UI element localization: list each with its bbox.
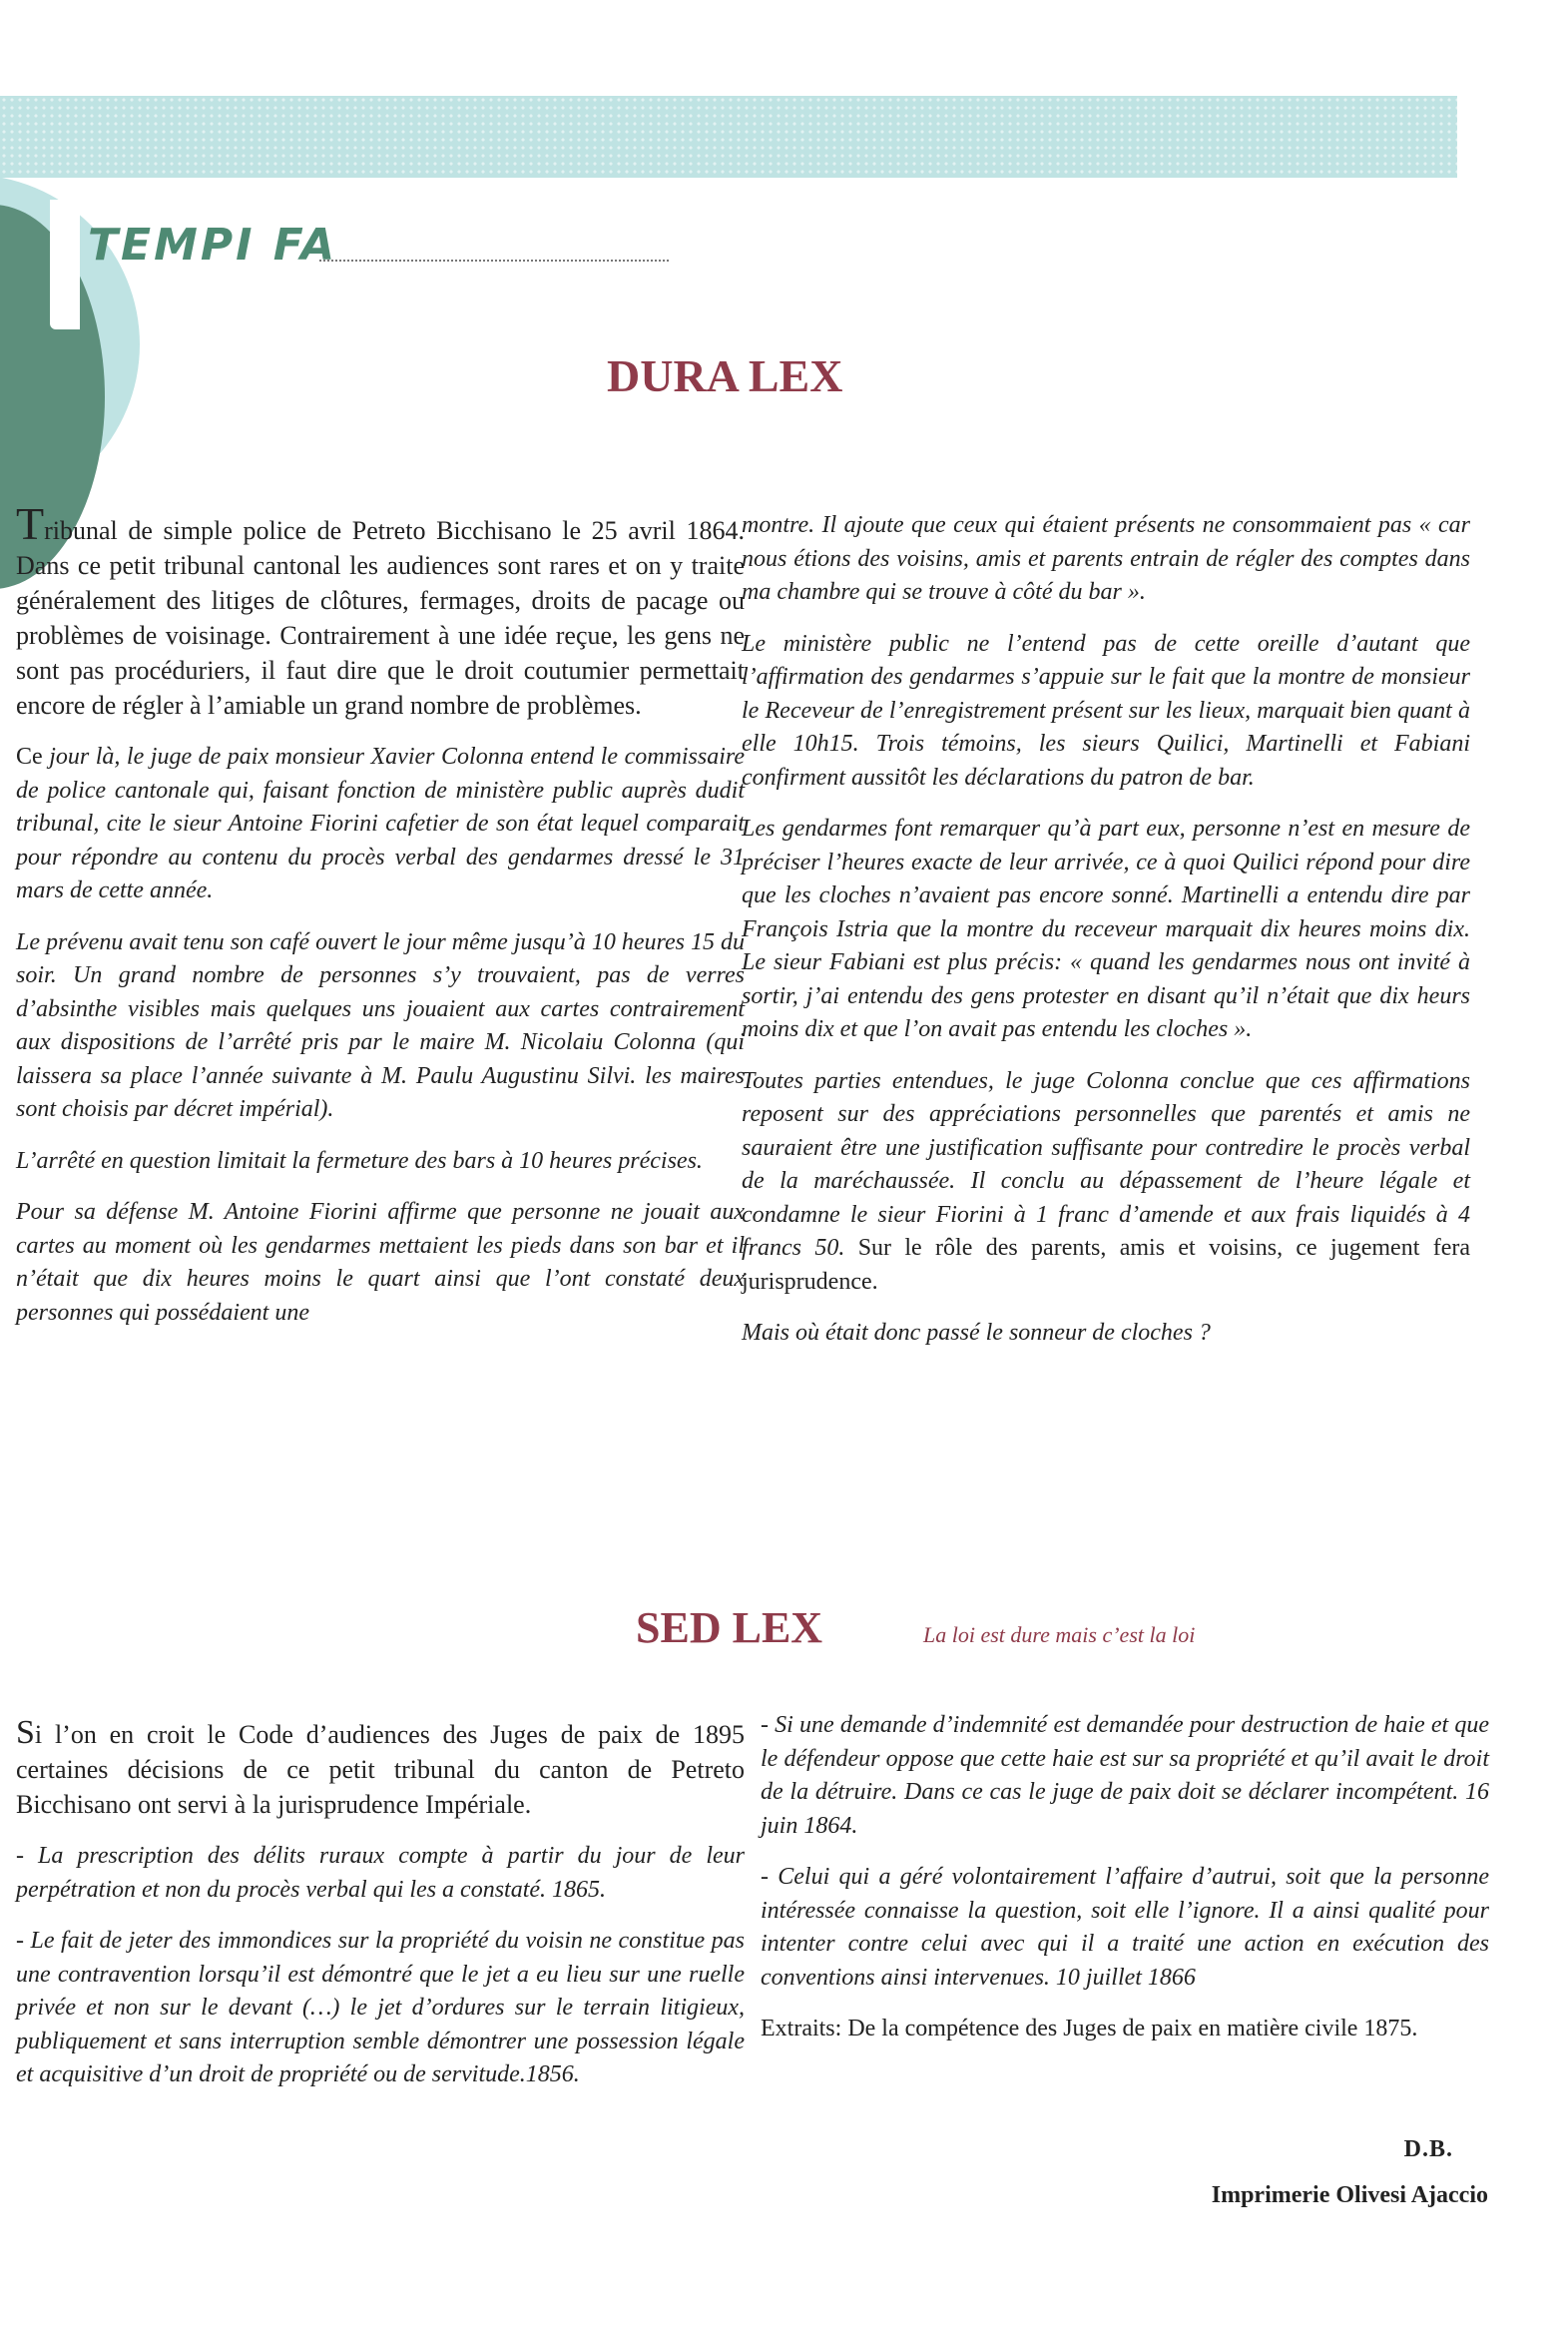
article1-column-right xyxy=(742,509,1470,1369)
article1-closing-question: Mais où était donc passé le sonneur de cloches ? xyxy=(742,1320,1211,1346)
article2-source: Extraits: De la compétence des Juges de paix en matière civile 1875. xyxy=(761,2016,1418,2041)
section-label: TEMPI FA xyxy=(88,220,338,271)
section-dotted-rule xyxy=(319,260,669,262)
article1-paragraph: L’arrêté en question limitait la fermeture des bars à 10 heures précises. xyxy=(16,1147,703,1174)
header-band xyxy=(0,96,1457,178)
article2-column-left xyxy=(16,1715,745,2110)
printer-imprint: Imprimerie Olivesi Ajaccio xyxy=(1211,2182,1488,2208)
article2-bullet: - Si une demande d’indemnité est demandée pour destruction de haie et que le défendeur oppose que cette haie est sur sa propriété et qu’il avait le droit de la détruire. Dans ce cas le juge de paix doit se déclarer incompétent. 16 juin 1864. xyxy=(761,1712,1489,1839)
author-signature: D.B. xyxy=(1403,2136,1453,2162)
article-title-sed-lex: SED LEX xyxy=(636,1603,823,1652)
article2-intro: Si l’on en croit le Code d’audiences des Juges de paix de 1895 certaines décisions de ce petit tribunal du canton de Petreto Bicchisano ont servi à la jurisprudence Impériale. xyxy=(16,1714,745,1819)
article1-paragraph: Ce jour là, le juge de paix monsieur Xavier Colonna entend le commissaire de police cantonale qui, faisant fonction de ministère public auprès dudit tribunal, cite le sieur Antoine Fiorini cafetier de son état lequel comparait pour répondre au contenu du procès verbal des gendarmes dressé le 31 mars de cette année. xyxy=(16,744,745,903)
decor-notch xyxy=(50,200,80,329)
article1-paragraph: Toutes parties entendues, le juge Colonna conclue que ces affirmations reposent sur des appréciations personnelles que parentés et amis ne sauraient être une justification suffisante pour contredire le procès verbal de la maréchaussée. Il conclu au dépassement de l’heure légale et condamne le sieur Fiorini à 1 franc d’amende et aux frais liquidés à 4 francs 50. Sur le rôle des parents, amis et voisins, ce jugement fera jurisprudence. xyxy=(742,1067,1471,1295)
article2-subtitle: La loi est dure mais c’est la loi xyxy=(923,1622,1196,1647)
article1-paragraph: Pour sa défense M. Antoine Fiorini affirme que personne ne jouait aux cartes au moment où les gendarmes mettaient les pieds dans son bar et il n’était que dix heures moins le quart ainsi que l’ont constaté deux personnes qui possédaient une xyxy=(16,1199,745,1326)
article2-bullet: - Celui qui a géré volontairement l’affaire d’autrui, soit que la personne intéressée connaisse la question, soit elle l’ignore. Il a ainsi qualité pour intenter contre celui avec qui il a traité une action en exécution des conventions ainsi intervenues. 10 juillet 1866 xyxy=(761,1864,1489,1991)
article2-bullet: - Le fait de jeter des immondices sur la propriété du voisin ne constitue pas une contravention lorsqu’il est démontré que le jet a eu lieu sur une ruelle privée et non sur le devant (…) le jet d’ordures sur le terrain litigieux, publiquement et sans interruption semble démontrer une possession légale et acquisitive d’un droit de propriété ou de servitude.1856. xyxy=(16,1928,745,2087)
article1-paragraph: montre. Il ajoute que ceux qui étaient présents ne consommaient pas « car nous étions des voisins, amis et parents entrain de régler des comptes dans ma chambre qui se trouve à côté du bar ». xyxy=(742,512,1470,605)
article1-column-left xyxy=(16,498,745,1348)
article-title-dura-lex: DURA LEX xyxy=(607,350,843,401)
article1-paragraph: Le ministère public ne l’entend pas de cette oreille d’autant que l’affirmation des gendarmes s’appuie sur le fait que la montre de monsieur le Receveur de l’enregistrement présent sur les lieux, marquait bien quant à elle 10h15. Trois témoins, les sieurs Quilici, Martinelli et Fabiani confirment aussitôt les déclarations du patron de bar. xyxy=(742,630,1470,791)
article1-paragraph: Le prévenu avait tenu son café ouvert le jour même jusqu’à 10 heures 15 du soir. Un grand nombre de personnes s’y trouvaient, pas de verres d’absinthe visibles mais quelques uns jouaient aux cartes contrairement aux dispositions de l’arrêté pris par le maire M. Nicolaiu Colonna (qui laissera sa place l’année suivante à M. Paulu Augustinu Silvi. les maires sont choisis par décret impérial). xyxy=(16,928,745,1122)
article1-intro: Tribunal de simple police de Petreto Bicchisano le 25 avril 1864. Dans ce petit tribunal cantonal les audiences sont rares et on y traite généralement des litiges de clôtures, fermages, droits de pacage ou problèmes de voisinage. Contrairement à une idée reçue, les gens ne sont pas procéduriers, il faut dire que le droit coutumier permettait encore de régler à l’amiable un grand nombre de problèmes. xyxy=(16,498,745,720)
article2-column-right xyxy=(761,1709,1489,2063)
article1-paragraph: Les gendarmes font remarquer qu’à part eux, personne n’est en mesure de préciser l’heures exacte de leur arrivée, ce à quoi Quilici répond pour dire que les cloches n’avaient pas encore sonné. Martinelli a entendu dire par François Istria que la montre du receveur marquait dix heures moins dix. Le sieur Fabiani est plus précis: « quand les gendarmes nous ont invité à sortir, j’ai entendu des gens protester en disant qu’il n’était que dix heurs moins dix et que l’on avait pas entendu les cloches ». xyxy=(742,816,1470,1042)
dropcap: T xyxy=(16,498,45,549)
dropcap: S xyxy=(16,1714,35,1751)
article2-bullet: - La prescription des délits ruraux compte à partir du jour de leur perpétration et non du procès verbal qui les a constaté. 1865. xyxy=(16,1843,745,1903)
